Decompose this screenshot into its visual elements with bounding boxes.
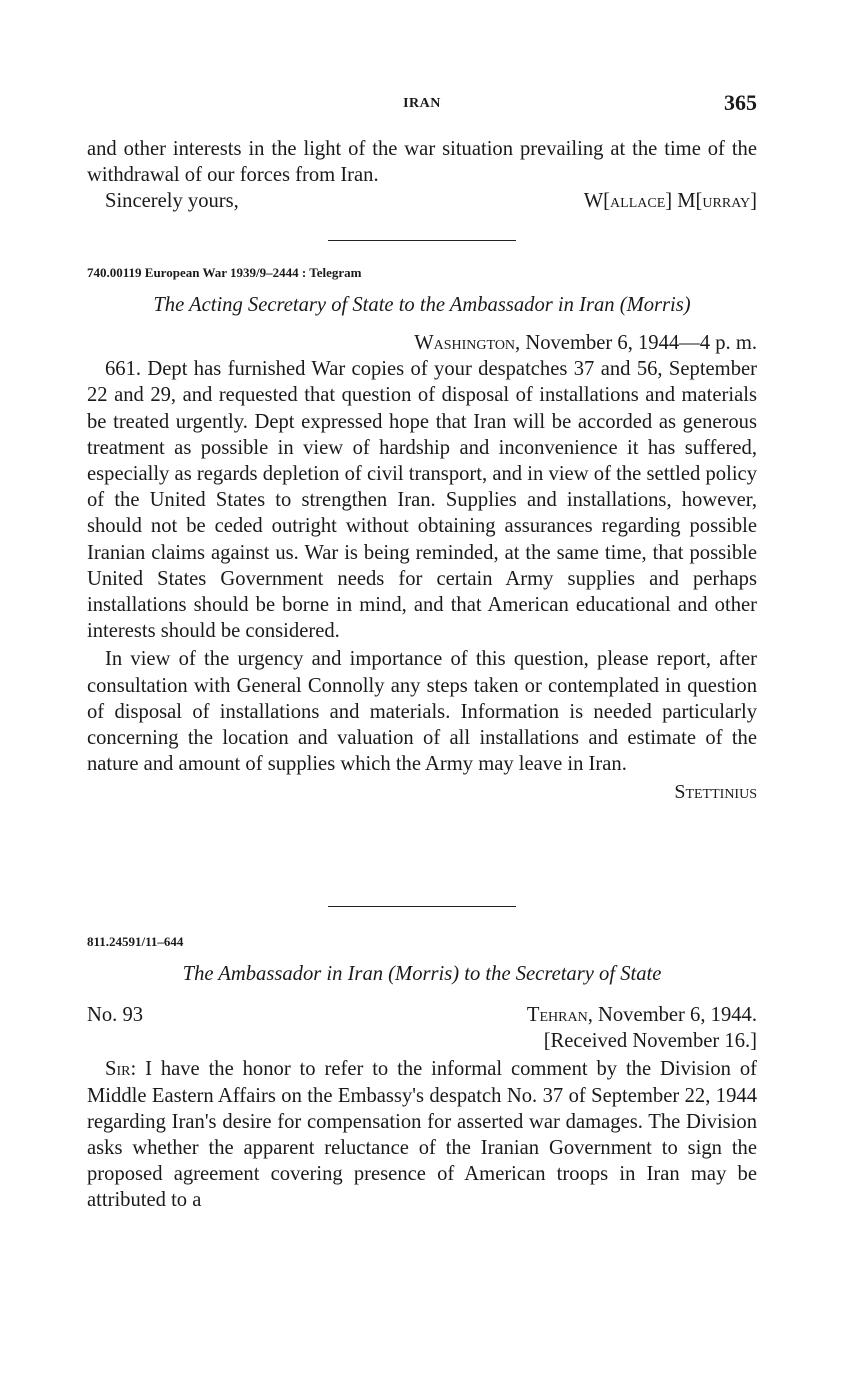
signature-wallace-murray: W[allace] M[urray] <box>583 190 757 213</box>
previous-document-end <box>87 136 757 215</box>
despatch-text: I have the honor to refer to the informal comment by the Division of Middle Eastern Affairs on the Embassy's despatch No. 37 of September 22, 1944 regarding Iran's desire for compensation for asserted war damages. The Division asks whether the apparent reluctance of the Iranian Government to sign the proposed agreement covering presence of American troops in Iran may be attributed to a <box>87 1058 757 1212</box>
page-number: 365 <box>724 90 757 115</box>
running-head <box>87 92 757 118</box>
telegram-paragraph-1: 661. Dept has furnished War copies of your despatches 37 and 56, September 22 and 29, and requested that question of disposal of installations and materials be treated urgently. Dept expressed hope that Iran will be accorded as generous treatment as possible in view of hardship and inconvenience it has suffered, especially as regards depletion of civil transport, and in view of the settled policy of the United States to strengthen Iran. Supplies and installations, however, should not be ceded outright without obtaining assurances regarding possible Iranian claims against us. War is being reminded, at the same time, that possible United States Government needs for certain Army supplies and perhaps installations should be borne in mind, and that American educational and other interests should be considered. <box>87 358 757 643</box>
despatch-body <box>87 1056 757 1213</box>
running-title: IRAN <box>403 96 441 111</box>
closing-signature-row <box>87 188 757 214</box>
dateline-place: Washington, <box>414 332 521 354</box>
dateline <box>527 1002 757 1028</box>
separator-rule <box>328 906 516 907</box>
file-number: 740.00119 European War 1939/9–2444 : Telegram <box>87 265 362 280</box>
document-2 <box>87 934 757 1214</box>
salutation: Sir: <box>105 1058 137 1081</box>
dateline-place: Tehran, <box>526 1004 593 1026</box>
separator-rule <box>328 240 516 241</box>
despatch-number: No. 93 <box>87 1004 144 1026</box>
file-number: 811.24591/11–644 <box>87 934 184 949</box>
document-title: The Acting Secretary of State to the Ambassador in Iran (Morris) <box>153 294 691 316</box>
closing-paragraph: and other interests in the light of the war situation prevailing at the time of the withdrawal of our forces from Iran. <box>87 138 757 187</box>
separator-rule-2-wrap <box>87 906 757 907</box>
received-date: [Received November 16.] <box>543 1030 757 1053</box>
separator-rule-1-wrap <box>87 240 757 241</box>
dateline-date: November 6, 1944. <box>592 1004 757 1026</box>
document-title: The Ambassador in Iran (Morris) to the Secretary of State <box>182 963 662 985</box>
complimentary-close: Sincerely yours, <box>105 190 239 213</box>
document-1 <box>87 265 757 805</box>
telegram-paragraph-2: In view of the urgency and importance of this question, please report, after consultation with General Connolly any steps taken or contemplated in question of disposal of installations and materials. Information is needed particularly concerning the location and valuation of all installations and estimate of the nature and amount of supplies which the Army may leave in Iran. <box>87 648 757 776</box>
dateline <box>87 330 757 356</box>
dateline-date: November 6, 1944—4 p. m. <box>520 332 757 354</box>
number-dateline-row <box>87 1002 757 1028</box>
signature-stettinius: Stettinius <box>674 781 757 804</box>
